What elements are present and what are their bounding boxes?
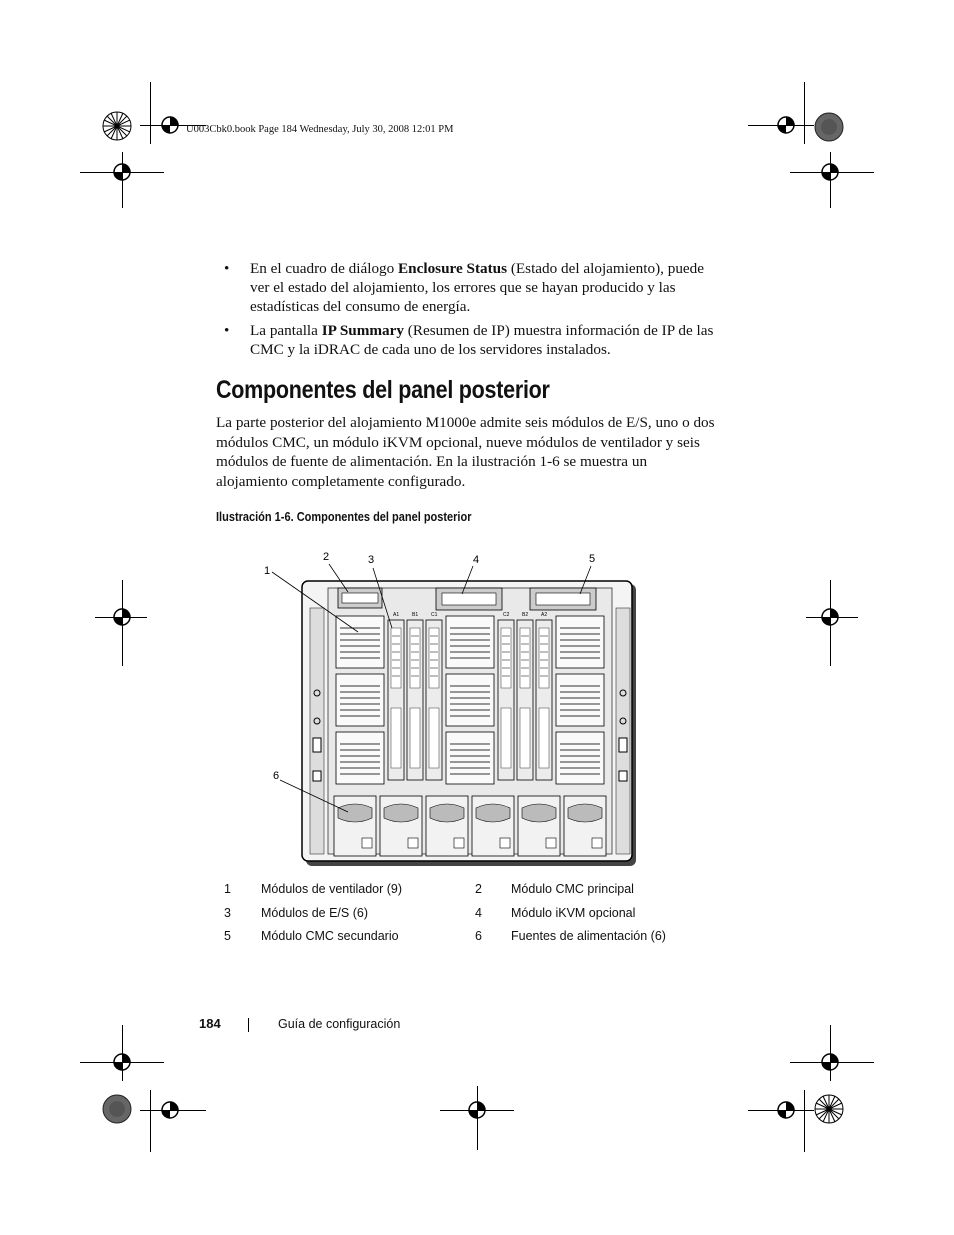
callout-label: 3 <box>368 554 375 566</box>
registration-target-icon <box>806 1038 854 1086</box>
bullet-dot: • <box>224 260 230 277</box>
slot-label: C2 <box>503 612 510 618</box>
rear-panel-figure <box>258 548 643 870</box>
legend-number: 3 <box>224 905 231 920</box>
callout-label: 2 <box>323 551 330 563</box>
bullet-text-post: (Estado del alojamiento), puede ver el estado del alojamiento, los errores que se hayan producido y las estadísticas del consumo de energía. <box>250 260 704 315</box>
registration-target-icon <box>98 1038 146 1086</box>
registration-target-icon <box>98 148 146 196</box>
callout-label: 6 <box>273 770 280 782</box>
legend-row <box>224 906 694 930</box>
section-title: Componentes del panel posterior <box>216 376 550 404</box>
bullet-dot: • <box>224 322 230 339</box>
legend-label: Módulo CMC secundario <box>261 929 399 943</box>
bullet-text-bold: Enclosure Status <box>398 260 508 277</box>
section-paragraph: La parte posterior del alojamiento M1000e admite seis módulos de E/S, uno o dos módulos CMC, un módulo iKVM opcional, nueve módulos de ventilador y seis módulos de fuente de alimentación. En la ilustración 1-6 se muestra un alojamiento completamente configurado. <box>216 414 715 490</box>
footer-divider <box>248 1018 249 1032</box>
callout-label: 1 <box>264 565 271 577</box>
slot-label: B1 <box>412 612 419 618</box>
enclosure-rear-drawing <box>258 548 643 870</box>
callout-label: 5 <box>589 553 596 565</box>
legend-number: 1 <box>224 882 231 896</box>
star-target-icon <box>814 1094 844 1124</box>
slot-label: B2 <box>522 612 529 618</box>
slot-label: A1 <box>393 612 400 618</box>
legend-row <box>224 929 694 953</box>
slot-label: A2 <box>541 612 548 618</box>
bullet-text-bold: IP Summary <box>321 322 404 339</box>
legend-number: 5 <box>224 929 231 943</box>
bullet-text-pre: En el cuadro de diálogo <box>250 260 399 277</box>
legend-label: Módulo CMC principal <box>511 882 634 896</box>
registration-target-icon <box>762 1086 810 1134</box>
legend-row <box>224 882 694 906</box>
footer-title: Guía de configuración <box>278 1017 401 1031</box>
legend-label: Módulos de ventilador (9) <box>261 882 403 896</box>
legend-label: Módulos de E/S (6) <box>261 905 368 920</box>
figure-legend <box>224 882 694 953</box>
registration-target-icon <box>146 1086 194 1134</box>
gray-rosette-icon <box>814 112 844 142</box>
print-header: U003Cbk0.book Page 184 Wednesday, July 30, 2008 12:01 PM <box>186 124 454 135</box>
bullet-item <box>224 321 724 359</box>
registration-target-icon <box>762 101 810 149</box>
slot-label: C1 <box>431 612 438 618</box>
bullet-text-pre: La pantalla <box>250 322 322 339</box>
gray-rosette-icon <box>102 1094 132 1124</box>
registration-target-icon <box>806 148 854 196</box>
page-number: 184 <box>199 1016 221 1031</box>
bullet-item <box>224 259 724 316</box>
bullet-list <box>224 259 724 364</box>
legend-number: 4 <box>475 905 482 920</box>
star-target-icon <box>102 111 132 141</box>
bullet-text-post: (Resumen de IP) muestra información de IP de las CMC y la iDRAC de cada uno de los servidores instalados. <box>250 322 714 358</box>
callout-label: 4 <box>473 554 480 566</box>
legend-number: 2 <box>475 882 482 896</box>
figure-caption: Ilustración 1-6. Componentes del panel posterior <box>216 510 472 524</box>
legend-label: Módulo iKVM opcional <box>511 905 636 920</box>
legend-label: Fuentes de alimentación (6) <box>511 929 666 943</box>
registration-target-icon <box>806 593 854 641</box>
registration-target-icon <box>453 1086 501 1134</box>
legend-number: 6 <box>475 929 482 943</box>
registration-target-icon <box>98 593 146 641</box>
